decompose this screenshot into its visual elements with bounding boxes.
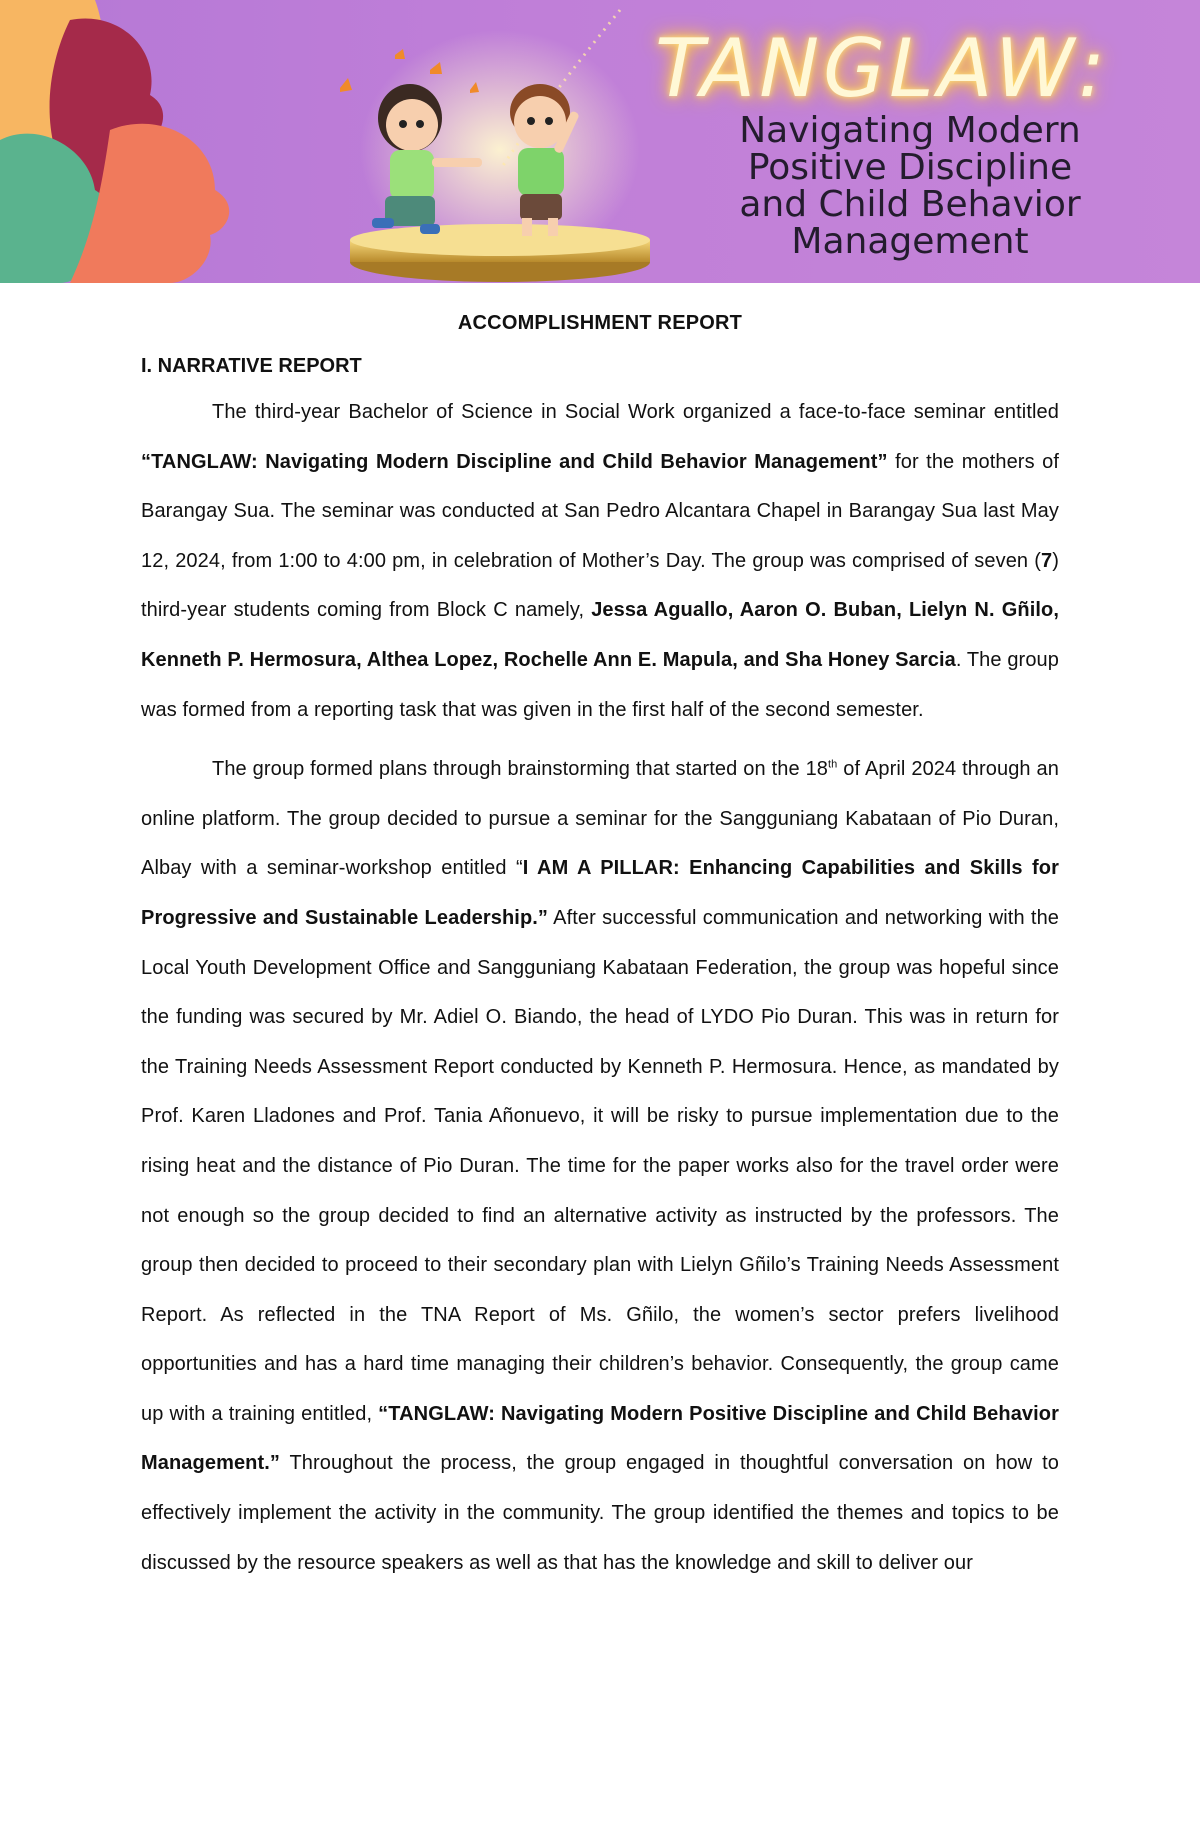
member-count: 7 — [1041, 549, 1053, 572]
workshop-title: I AM A PILLAR: Enhancing Capabilities and Skills for Progressive and Sustainable Leadership.” — [141, 857, 1059, 929]
banner-subtitle — [650, 112, 1170, 260]
seminar-title: “TANGLAW: Navigating Modern Discipline and Child Behavior Management” — [141, 450, 888, 473]
narrative-paragraph-2 — [141, 745, 1059, 1588]
member-names: Jessa Aguallo, Aaron O. Buban, Lielyn N. Gñilo, Kenneth P. Hermosura, Althea Lopez, Rochelle Ann E. Mapula, and Sha Honey Sarcia — [141, 599, 1059, 671]
report-title: ACCOMPLISHMENT REPORT — [457, 312, 743, 334]
training-title: “TANGLAW: Navigating Modern Positive Discipline and Child Behavior Management.” — [141, 1402, 1059, 1475]
banner-subtitle-line: Management — [791, 221, 1029, 262]
banner-subtitle-line: and Child Behavior — [739, 184, 1081, 225]
paragraph-text: The group formed plans through brainstorming that started on the 18 — [212, 758, 829, 781]
silhouettes-graphic — [0, 0, 229, 283]
header-banner — [0, 0, 1200, 283]
banner-subtitle-line: Navigating Modern — [739, 110, 1081, 151]
paragraph-text: of April 2024 through an online platform. The group decided to pursue a seminar for the Sangguniang Kabataan of Pio Duran, Albay with a seminar-workshop entitled “ — [141, 758, 1059, 880]
paragraph-text: Throughout the process, the group engaged in thoughtful conversation on how to effectively implement the activity in the community. The group identified the themes and topics to be discussed by the resource speakers as well as that has the knowledge and skill to deliver our — [141, 1452, 1059, 1574]
ordinal-suffix: th — [828, 758, 838, 771]
section-title: I. NARRATIVE REPORT — [141, 355, 362, 377]
banner-subtitle-line: Positive Discipline — [747, 147, 1073, 188]
narrative-paragraph-1 — [141, 388, 1059, 735]
paragraph-text: for the mothers of Barangay Sua. The seminar was conducted at San Pedro Alcantara Chapel in Barangay Sua last May 12, 2024, from 1:00 to 4:00 pm, in celebration of Mother’s Day. The group was comprised of seven ( — [141, 450, 1059, 572]
paragraph-text: ) third-year students coming from Block C namely, — [141, 549, 1059, 622]
paragraph-text: . The group was formed from a reporting task that was given in the first half of the second semester. — [141, 648, 1059, 721]
paragraph-text: After successful communication and networking with the Local Youth Development Office and Sangguniang Kabataan Federation, the group was hopeful since the funding was secured by Mr. Adiel O. Biando, the head of LYDO Pio Duran. This was in return for the Training Needs Assessment Report conducted by Kenneth P. Hermosura. Hence, as mandated by Prof. Karen Lladones and Prof. Tania Añonuevo, it will be risky to pursue implementation due to the rising heat and the distance of Pio Duran. The time for the paper works also for the travel order were not enough so the group decided to find an alternative activity as instructed by the professors. The group then decided to proceed to their secondary plan with Lielyn Gñilo’s Training Needs Assessment Report. As reflected in the TNA Report of Ms. Gñilo, the women’s sector prefers livelihood opportunities and has a hard time managing their children’s behavior. Consequently, the group came up with a training entitled, — [141, 906, 1060, 1425]
paragraph-text: The third-year Bachelor of Science in Social Work organized a face-to-face seminar entitled — [212, 401, 1059, 423]
document-body — [141, 300, 1059, 1588]
banner-title: TANGLAW: — [655, 22, 1110, 115]
